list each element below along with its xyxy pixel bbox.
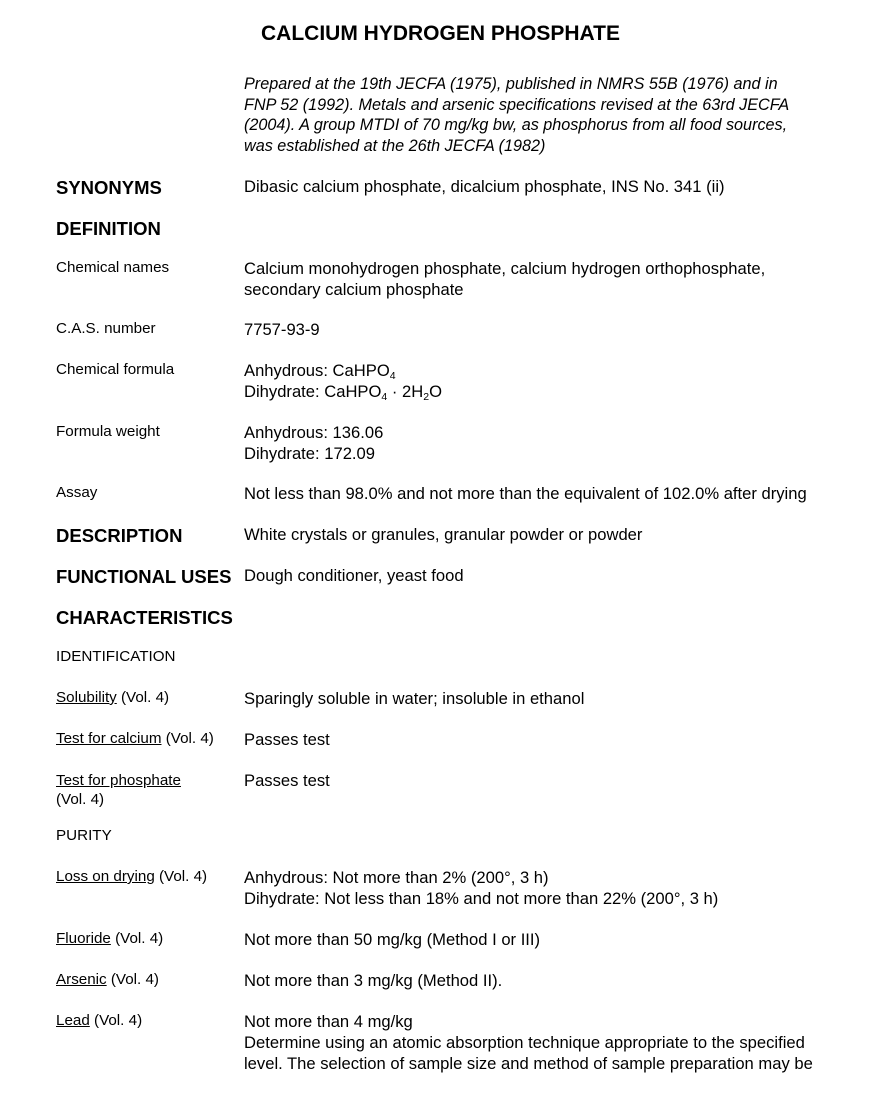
chemical-formula-value (244, 360, 442, 402)
calcium-test-label: Test for calcium (Vol. 4) (56, 730, 214, 747)
lead-value (244, 1011, 813, 1074)
intro-line: (2004). A group MTDI of 70 mg/kg bw, as phosphorus from all food sources, (244, 116, 788, 134)
intro-paragraph (244, 74, 789, 156)
description-heading: DESCRIPTION (56, 525, 183, 546)
calcium-test-link-text: Test for calcium (56, 730, 162, 747)
synonyms-value: Dibasic calcium phosphate, dicalcium phosphate, INS No. 341 (ii) (244, 177, 725, 196)
cas-number-value: 7757-93-9 (244, 320, 320, 339)
synonyms-heading: SYNONYMS (56, 177, 162, 198)
assay-value: Not less than 98.0% and not more than the equivalent of 102.0% after drying (244, 484, 807, 503)
lead-line: level. The selection of sample size and method of sample preparation may be (244, 1054, 813, 1073)
intro-line: Prepared at the 19th JECFA (1975), published in NMRS 55B (1976) and in (244, 75, 778, 93)
description-value: White crystals or granules, granular powder or powder (244, 525, 643, 544)
arsenic-label: Arsenic (Vol. 4) (56, 971, 159, 988)
solubility-value: Sparingly soluble in water; insoluble in ethanol (244, 689, 585, 708)
loss-on-drying-line: Anhydrous: Not more than 2% (200°, 3 h) (244, 868, 549, 887)
intro-line: FNP 52 (1992). Metals and arsenic specifications revised at the 63rd JECFA (244, 95, 790, 114)
lead-label: Lead (Vol. 4) (56, 1012, 143, 1029)
formula-weight-value (244, 422, 383, 464)
chemical-names-label: Chemical names (56, 259, 170, 276)
arsenic-link-text: Arsenic (56, 971, 107, 988)
formula-anhydrous: Anhydrous: CaHPO$_4$ (244, 361, 396, 382)
fluoride-link-text: Fluoride (56, 930, 111, 947)
cas-number-label: C.A.S. number (56, 320, 156, 337)
purity-heading: PURITY (56, 827, 112, 844)
fluoride-value: Not more than 50 mg/kg (Method I or III) (244, 930, 541, 949)
calcium-test-value: Passes test (244, 730, 330, 749)
assay-label: Assay (56, 484, 98, 501)
loss-on-drying-label: Loss on drying (Vol. 4) (56, 868, 208, 885)
lead-line: Determine using an atomic absorption technique appropriate to the specified (244, 1033, 805, 1052)
chemical-names-line: Calcium monohydrogen phosphate, calcium hydrogen orthophosphate, (244, 259, 766, 278)
phosphate-test-link-text: Test for phosphate (56, 772, 181, 789)
chemical-names-value (244, 258, 765, 300)
loss-on-drying-line: Dihydrate: Not less than 18% and not more than 22% (200°, 3 h) (244, 889, 719, 908)
loss-on-drying-link-text: Loss on drying (56, 868, 155, 885)
solubility-link-text: Solubility (56, 689, 117, 706)
loss-on-drying-value (244, 867, 718, 909)
chemical-names-line: secondary calcium phosphate (244, 280, 464, 299)
phosphate-test-label: Test for phosphate (Vol. 4) (56, 772, 181, 808)
chemical-formula-label: Chemical formula (56, 361, 175, 378)
formula-dihydrate: Dihydrate: CaHPO$_4$ · $2H_2O$ (244, 382, 442, 403)
arsenic-value: Not more than 3 mg/kg (Method II). (244, 971, 503, 990)
fluoride-label: Fluoride (Vol. 4) (56, 930, 164, 947)
phosphate-test-value: Passes test (244, 771, 330, 790)
formula-weight-label: Formula weight (56, 423, 160, 440)
page-title: CALCIUM HYDROGEN PHOSPHATE (261, 22, 620, 45)
lead-line: Not more than 4 mg/kg (244, 1012, 413, 1031)
characteristics-heading: CHARACTERISTICS (56, 607, 233, 628)
formula-weight-line: Dihydrate: 172.09 (244, 444, 375, 463)
functional-uses-heading: FUNCTIONAL USES (56, 566, 232, 587)
formula-weight-line: Anhydrous: 136.06 (244, 423, 384, 442)
solubility-label: Solubility (Vol. 4) (56, 689, 170, 706)
identification-heading: IDENTIFICATION (56, 648, 176, 665)
definition-heading: DEFINITION (56, 218, 161, 239)
lead-link-text: Lead (56, 1012, 90, 1029)
intro-line: was established at the 26th JECFA (1982) (244, 136, 546, 155)
functional-uses-value: Dough conditioner, yeast food (244, 566, 464, 585)
